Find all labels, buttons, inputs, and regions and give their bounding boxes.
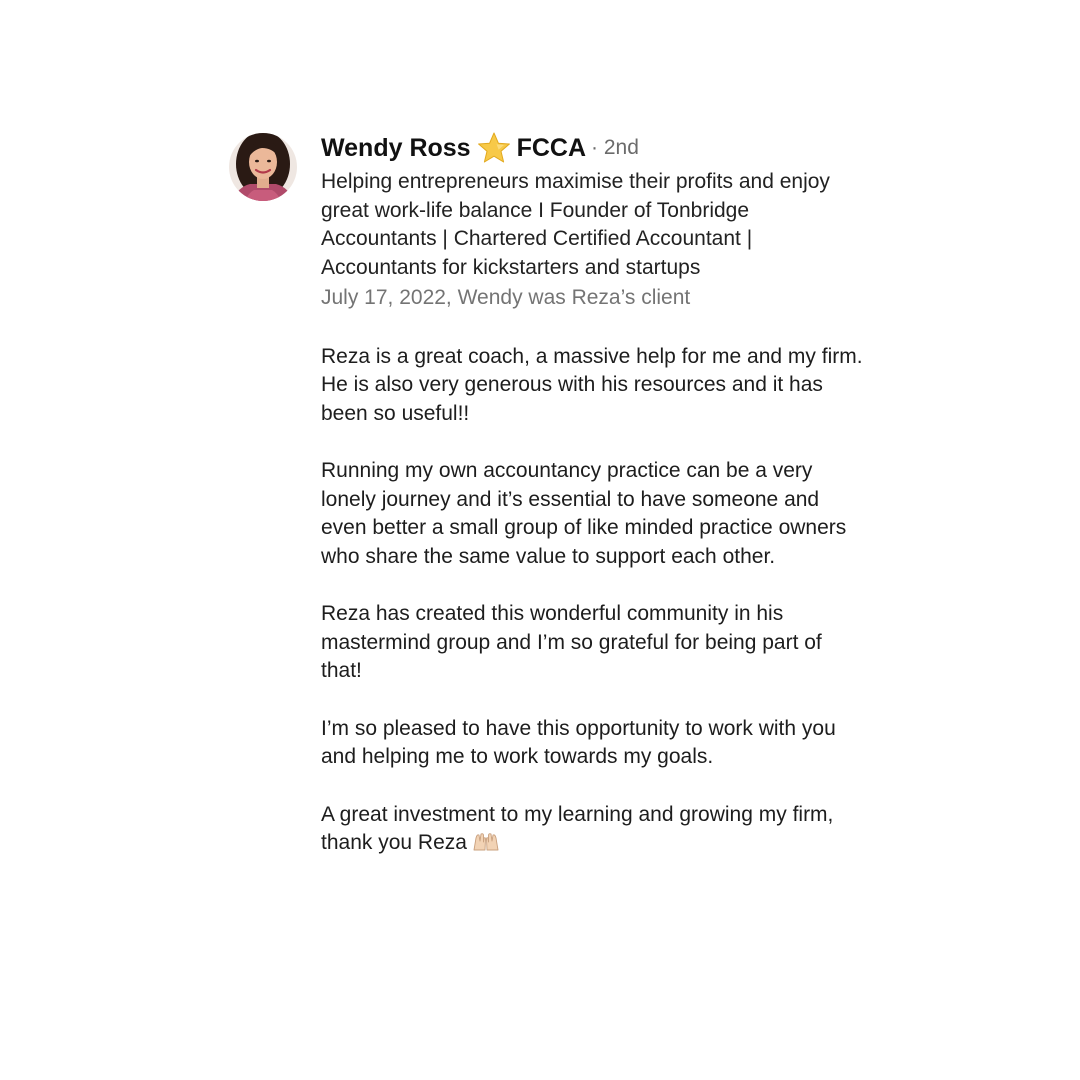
recommendation-meta: July 17, 2022, Wendy was Reza’s client bbox=[321, 286, 691, 309]
recommendation-paragraph: Running my own accountancy practice can be a very lonely journey and it’s essential to have someone and even better a small group of like minded practice owners who share the same value to support each other. bbox=[321, 459, 847, 568]
recommendation-content bbox=[321, 128, 866, 858]
recommendation-paragraph: Reza has created this wonderful community in his mastermind group and I’m so grateful for being part of that! bbox=[321, 602, 822, 682]
author-line bbox=[321, 128, 866, 168]
star-icon bbox=[477, 131, 511, 165]
recommendation-paragraph: I’m so pleased to have this opportunity to work with you and helping me to work towards my goals. bbox=[321, 716, 836, 768]
recommendation-paragraph: Reza is a great coach, a massive help for me and my firm. He is also very generous with his resources and it has been so useful!! bbox=[321, 344, 863, 425]
recommendation-closing-text: A great investment to my learning and growing my firm, thank you Reza bbox=[321, 802, 834, 854]
avatar[interactable] bbox=[228, 124, 298, 210]
author-name[interactable]: Wendy Ross bbox=[321, 133, 471, 162]
connection-degree: · 2nd bbox=[591, 136, 639, 159]
raised-hands-icon bbox=[471, 830, 501, 852]
author-headline: Helping entrepreneurs maximise their profits and enjoy great work-life balance I Founder of Tonbridge Accountants | Chartered Certified Accountant | Accountants for kickstarters and startups bbox=[321, 170, 830, 279]
recommendation-paragraph-last bbox=[321, 801, 866, 858]
author-credential: FCCA bbox=[516, 133, 587, 162]
